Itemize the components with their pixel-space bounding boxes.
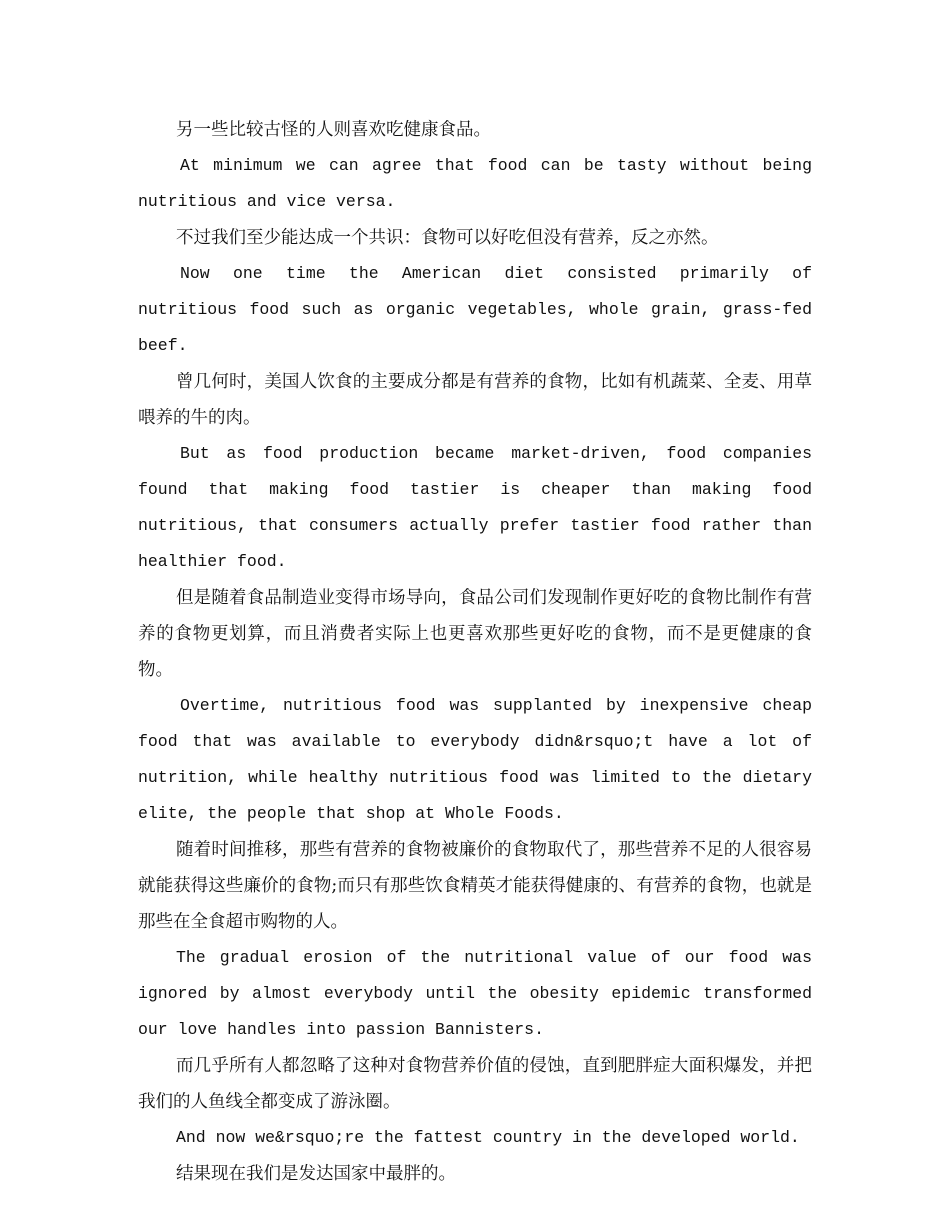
paragraph-zh: 而几乎所有人都忽略了这种对食物营养价值的侵蚀，直到肥胖症大面积爆发，并把我们的人鱼线全都变成了游泳圈。 [138,1056,812,1112]
document-body [138,112,812,1192]
paragraph-zh: 曾几何时，美国人饮食的主要成分都是有营养的食物，比如有机蔬菜、全麦、用草喂养的牛的肉。 [138,372,812,428]
paragraph-en: But as food production became market-driven, food companies found that making food tastier is cheaper than making food nutritious, that consumers actually prefer tastier food rather than healthier food. [138,444,812,571]
paragraph-en: The gradual erosion of the nutritional value of our food was ignored by almost everybody until the obesity epidemic transformed our love handles into passion Bannisters. [138,948,812,1039]
paragraph-en: At minimum we can agree that food can be tasty without being nutritious and vice versa. [138,156,812,211]
paragraph-zh: 但是随着食品制造业变得市场导向，食品公司们发现制作更好吃的食物比制作有营养的食物更划算，而且消费者实际上也更喜欢那些更好吃的食物，而不是更健康的食物。 [138,588,812,680]
paragraph-en: Now one time the American diet consisted primarily of nutritious food such as organic vegetables, whole grain, grass-fed beef. [138,264,812,355]
paragraph-zh: 结果现在我们是发达国家中最胖的。 [176,1164,456,1184]
paragraph-zh: 不过我们至少能达成一个共识：食物可以好吃但没有营养，反之亦然。 [176,228,719,248]
paragraph-zh: 随着时间推移，那些有营养的食物被廉价的食物取代了，那些营养不足的人很容易就能获得这些廉价的食物;而只有那些饮食精英才能获得健康的、有营养的食物，也就是那些在全食超市购物的人。 [138,840,812,932]
paragraph-zh: 另一些比较古怪的人则喜欢吃健康食品。 [176,120,491,140]
paragraph-en: Overtime, nutritious food was supplanted by inexpensive cheap food that was available to everybody didn&rsquo;t have a lot of nutrition, while healthy nutritious food was limited to the dietary elite, the people that shop at Whole Foods. [138,696,812,823]
paragraph-en: And now we&rsquo;re the fattest country in the developed world. [176,1128,800,1147]
